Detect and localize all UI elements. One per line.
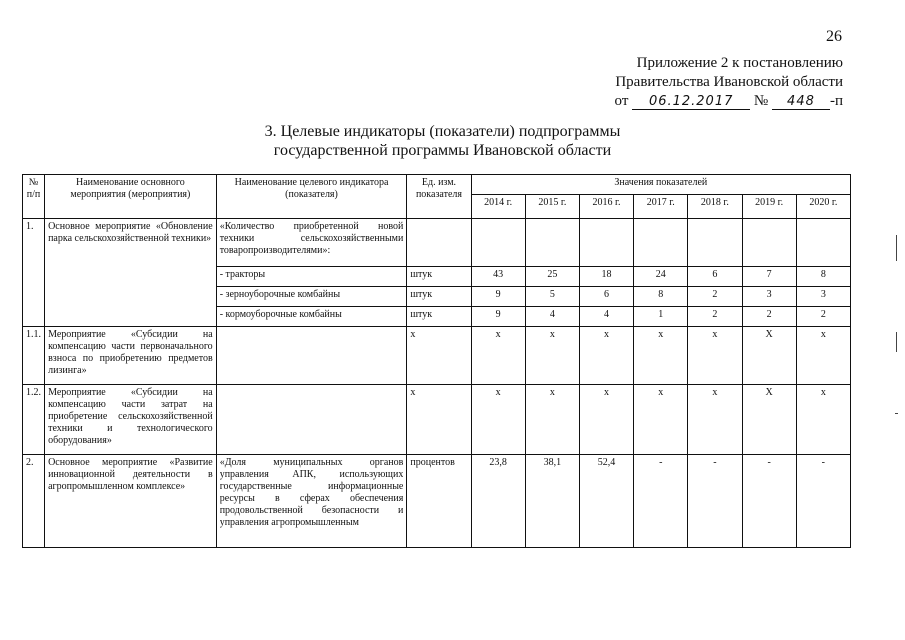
- value-cell: 18: [579, 267, 633, 287]
- value-cell: 2: [688, 287, 742, 307]
- value-cell: 4: [525, 307, 579, 327]
- table-row: [23, 455, 851, 548]
- value-cell: 52,4: [579, 455, 633, 548]
- title-line2: государственной программы Ивановской области: [273, 142, 612, 159]
- row-activity: Основное мероприятие «Обновление парка сельскохозяйственной техники»: [45, 219, 217, 327]
- scan-artifact: [896, 235, 897, 261]
- header-unit: Ед. изм. показателя: [407, 175, 471, 219]
- row-num-text: 2.: [26, 457, 34, 468]
- value-cell: х: [688, 327, 742, 385]
- row-indicator: [216, 455, 407, 548]
- header-num: № п/п: [23, 175, 45, 219]
- row-indicator: - тракторы: [216, 267, 407, 287]
- section-title: [180, 122, 705, 160]
- value-cell: х: [796, 327, 850, 385]
- row-unit: [407, 219, 471, 267]
- value-cell: х: [579, 385, 633, 455]
- appendix-line2: Правительства Ивановской области: [615, 74, 843, 90]
- value-cell: -: [796, 455, 850, 548]
- scan-artifact: [896, 332, 897, 352]
- value-cell: 6: [579, 287, 633, 307]
- value-cell: х: [634, 327, 688, 385]
- row-unit: штук: [407, 287, 471, 307]
- header-year: 2019 г.: [742, 195, 796, 219]
- row-indicator: «Количество приобретенной новой техники сельскохозяйственными товаропроизводителями»:: [216, 219, 407, 267]
- value-cell: х: [579, 327, 633, 385]
- value-cell: х: [688, 385, 742, 455]
- header-year: 2014 г.: [471, 195, 525, 219]
- row-unit: процентов: [407, 455, 471, 548]
- appendix-date-line: [615, 92, 843, 111]
- value-cell: [742, 219, 796, 267]
- value-cell: 25: [525, 267, 579, 287]
- value-cell: [525, 219, 579, 267]
- value-cell: х: [471, 385, 525, 455]
- value-cell: 3: [742, 287, 796, 307]
- header-activity: Наименование основного мероприятия (мероприятия): [45, 175, 217, 219]
- number-suffix: -п: [829, 93, 843, 109]
- value-cell: -: [634, 455, 688, 548]
- row-activity-text: Основное мероприятие «Развитие инновационной деятельности в агропромышленном комплексе»: [48, 457, 213, 492]
- value-cell: -: [688, 455, 742, 548]
- table-row: [23, 327, 851, 385]
- appendix-line1: Приложение 2 к постановлению: [636, 55, 843, 71]
- value-cell: х: [796, 385, 850, 455]
- page-number: 26: [826, 28, 842, 45]
- value-cell: [688, 219, 742, 267]
- header-year: 2015 г.: [525, 195, 579, 219]
- value-cell: х: [525, 327, 579, 385]
- row-num: 1.2.: [23, 385, 45, 455]
- from-label: от: [614, 93, 629, 109]
- value-cell: х: [471, 327, 525, 385]
- decree-date: 06.12.2017: [632, 95, 750, 110]
- value-cell: [471, 219, 525, 267]
- value-cell: -: [742, 455, 796, 548]
- value-cell: 7: [742, 267, 796, 287]
- value-cell: х: [525, 385, 579, 455]
- number-label: №: [753, 93, 769, 109]
- row-num: 1.: [23, 219, 45, 327]
- value-cell: 5: [525, 287, 579, 307]
- value-cell: 9: [471, 307, 525, 327]
- value-cell: 38,1: [525, 455, 579, 548]
- row-activity: Мероприятие «Субсидии на компенсацию части первоначального взноса по приобретению предметов лизинга»: [45, 327, 217, 385]
- value-cell: 8: [796, 267, 850, 287]
- header-year: 2016 г.: [579, 195, 633, 219]
- row-activity: [45, 455, 217, 548]
- value-cell: 2: [742, 307, 796, 327]
- row-unit: х: [407, 327, 471, 385]
- header-year: 2018 г.: [688, 195, 742, 219]
- value-cell: 4: [579, 307, 633, 327]
- row-num: [23, 455, 45, 548]
- value-cell: 23,8: [471, 455, 525, 548]
- value-cell: Х: [742, 327, 796, 385]
- value-cell: 2: [796, 307, 850, 327]
- header-indicator: Наименование целевого индикатора (показателя): [216, 175, 407, 219]
- row-unit: штук: [407, 307, 471, 327]
- row-indicator: - зерноуборочные комбайны: [216, 287, 407, 307]
- value-cell: [579, 219, 633, 267]
- value-cell: 8: [634, 287, 688, 307]
- title-line1: 3. Целевые индикаторы (показатели) подпрограммы: [264, 123, 621, 140]
- value-cell: [796, 219, 850, 267]
- appendix-header: [615, 54, 843, 111]
- indicators-table: [22, 174, 851, 548]
- row-indicator: [216, 327, 407, 385]
- row-indicator-text: «Доля муниципальных органов управления АПК, использующих государственные информационные ресурсы в сферах обеспечения продовольственной безопасности и управления агропромышленным: [219, 457, 404, 528]
- table-row: [23, 385, 851, 455]
- value-cell: 3: [796, 287, 850, 307]
- value-cell: 2: [688, 307, 742, 327]
- row-activity: Мероприятие «Субсидии на компенсацию части затрат на приобретение сельскохозяйственной техники и технологического оборудования»: [45, 385, 217, 455]
- value-cell: [634, 219, 688, 267]
- decree-number: 448: [772, 95, 830, 110]
- value-cell: х: [634, 385, 688, 455]
- header-values-group: Значения показателей: [471, 175, 850, 195]
- value-cell: 24: [634, 267, 688, 287]
- value-cell: 6: [688, 267, 742, 287]
- page-bottom-margin: [0, 563, 905, 640]
- value-cell: 43: [471, 267, 525, 287]
- value-cell: 1: [634, 307, 688, 327]
- row-unit: х: [407, 385, 471, 455]
- value-cell: 9: [471, 287, 525, 307]
- row-indicator: [216, 385, 407, 455]
- value-cell: Х: [742, 385, 796, 455]
- table-row: [23, 219, 851, 267]
- row-indicator: - кормоуборочные комбайны: [216, 307, 407, 327]
- row-num: 1.1.: [23, 327, 45, 385]
- header-year: 2020 г.: [796, 195, 850, 219]
- scan-artifact: [895, 413, 898, 414]
- header-row: [23, 175, 851, 195]
- header-year: 2017 г.: [634, 195, 688, 219]
- row-unit: штук: [407, 267, 471, 287]
